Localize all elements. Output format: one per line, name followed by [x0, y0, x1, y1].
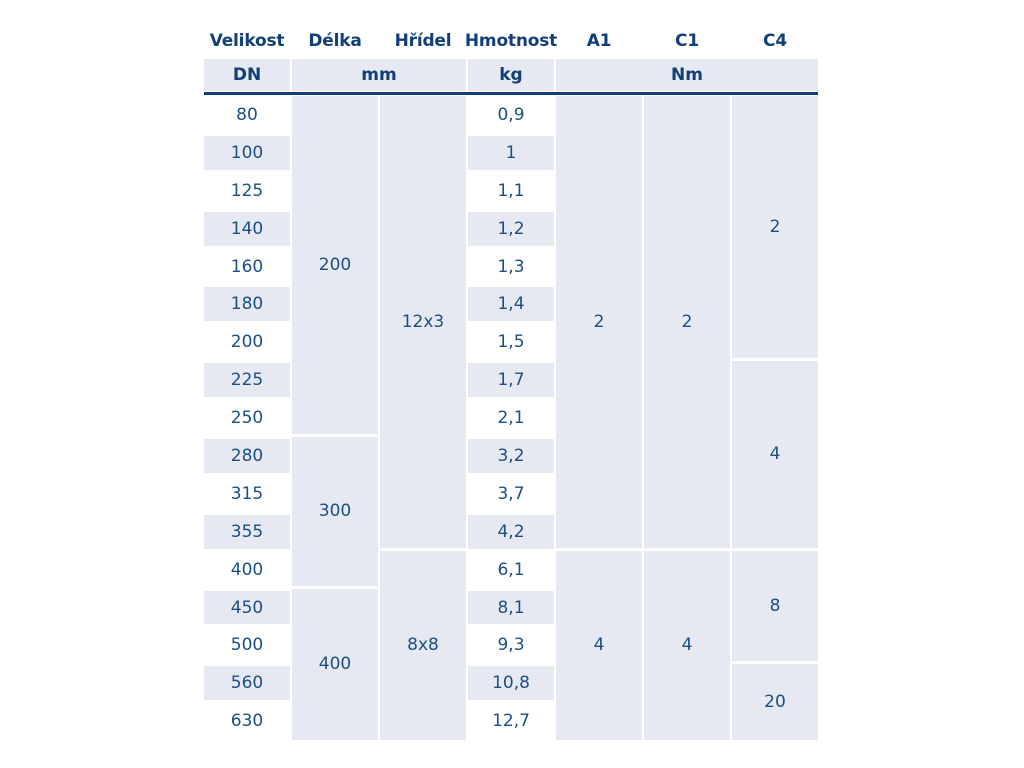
- header-velikost: Velikost: [209, 30, 285, 51]
- delka-cell: 400: [292, 589, 378, 741]
- a1-cell: 4: [556, 551, 642, 740]
- hridel-cell: 12x3: [380, 96, 466, 551]
- dn-cell: 315: [230, 483, 264, 504]
- c4-cell: 8: [732, 551, 818, 665]
- kg-cell: 9,3: [497, 635, 525, 656]
- kg-cell: 4,2: [468, 515, 554, 549]
- dn-cell: 160: [230, 256, 264, 277]
- header-a1: A1: [586, 30, 612, 51]
- kg-cell: 1,7: [468, 363, 554, 397]
- dn-cell: 355: [204, 515, 290, 549]
- unit-kg: kg: [468, 59, 554, 91]
- header-delka: Délka: [308, 30, 362, 51]
- spec-table: [204, 22, 816, 740]
- header-divider: [204, 92, 818, 95]
- dn-cell: 560: [204, 666, 290, 700]
- kg-cell: 8,1: [468, 591, 554, 625]
- kg-cell: 1,5: [497, 332, 525, 353]
- dn-cell: 140: [204, 212, 290, 246]
- dn-cell: 80: [236, 104, 258, 125]
- header-c1: C1: [675, 30, 699, 51]
- kg-cell: 12,7: [492, 711, 530, 732]
- unit-dn: DN: [204, 59, 290, 91]
- delka-cell: 300: [292, 437, 378, 589]
- kg-cell: 1,4: [468, 287, 554, 321]
- dn-cell: 280: [204, 439, 290, 473]
- kg-cell: 3,7: [497, 483, 525, 504]
- dn-cell: 125: [230, 180, 264, 201]
- header-hmotnost: Hmotnost: [464, 30, 558, 51]
- dn-cell: 100: [204, 136, 290, 170]
- dn-cell: 630: [230, 711, 264, 732]
- kg-cell: 3,2: [468, 439, 554, 473]
- c1-cell: 2: [644, 96, 730, 551]
- hridel-cell: 8x8: [380, 551, 466, 740]
- kg-cell: 2,1: [497, 408, 525, 429]
- kg-cell: 6,1: [497, 559, 525, 580]
- header-c4: C4: [763, 30, 787, 51]
- c4-cell: 2: [732, 96, 818, 361]
- kg-cell: 1,1: [497, 180, 525, 201]
- dn-cell: 250: [230, 408, 264, 429]
- kg-cell: 10,8: [468, 666, 554, 700]
- dn-cell: 225: [204, 363, 290, 397]
- unit-nm: Nm: [556, 59, 818, 91]
- dn-cell: 450: [204, 591, 290, 625]
- dn-cell: 180: [204, 287, 290, 321]
- dn-cell: 400: [230, 559, 264, 580]
- kg-cell: 1,2: [468, 212, 554, 246]
- kg-cell: 1: [468, 136, 554, 170]
- dn-cell: 200: [230, 332, 264, 353]
- kg-cell: 1,3: [497, 256, 525, 277]
- c4-cell: 4: [732, 361, 818, 550]
- unit-mm: mm: [292, 59, 466, 91]
- delka-cell: 200: [292, 96, 378, 437]
- header-hridel: Hřídel: [394, 30, 452, 51]
- c1-cell: 4: [644, 551, 730, 740]
- c4-cell: 20: [732, 664, 818, 740]
- dn-cell: 500: [230, 635, 264, 656]
- kg-cell: 0,9: [497, 104, 525, 125]
- a1-cell: 2: [556, 96, 642, 551]
